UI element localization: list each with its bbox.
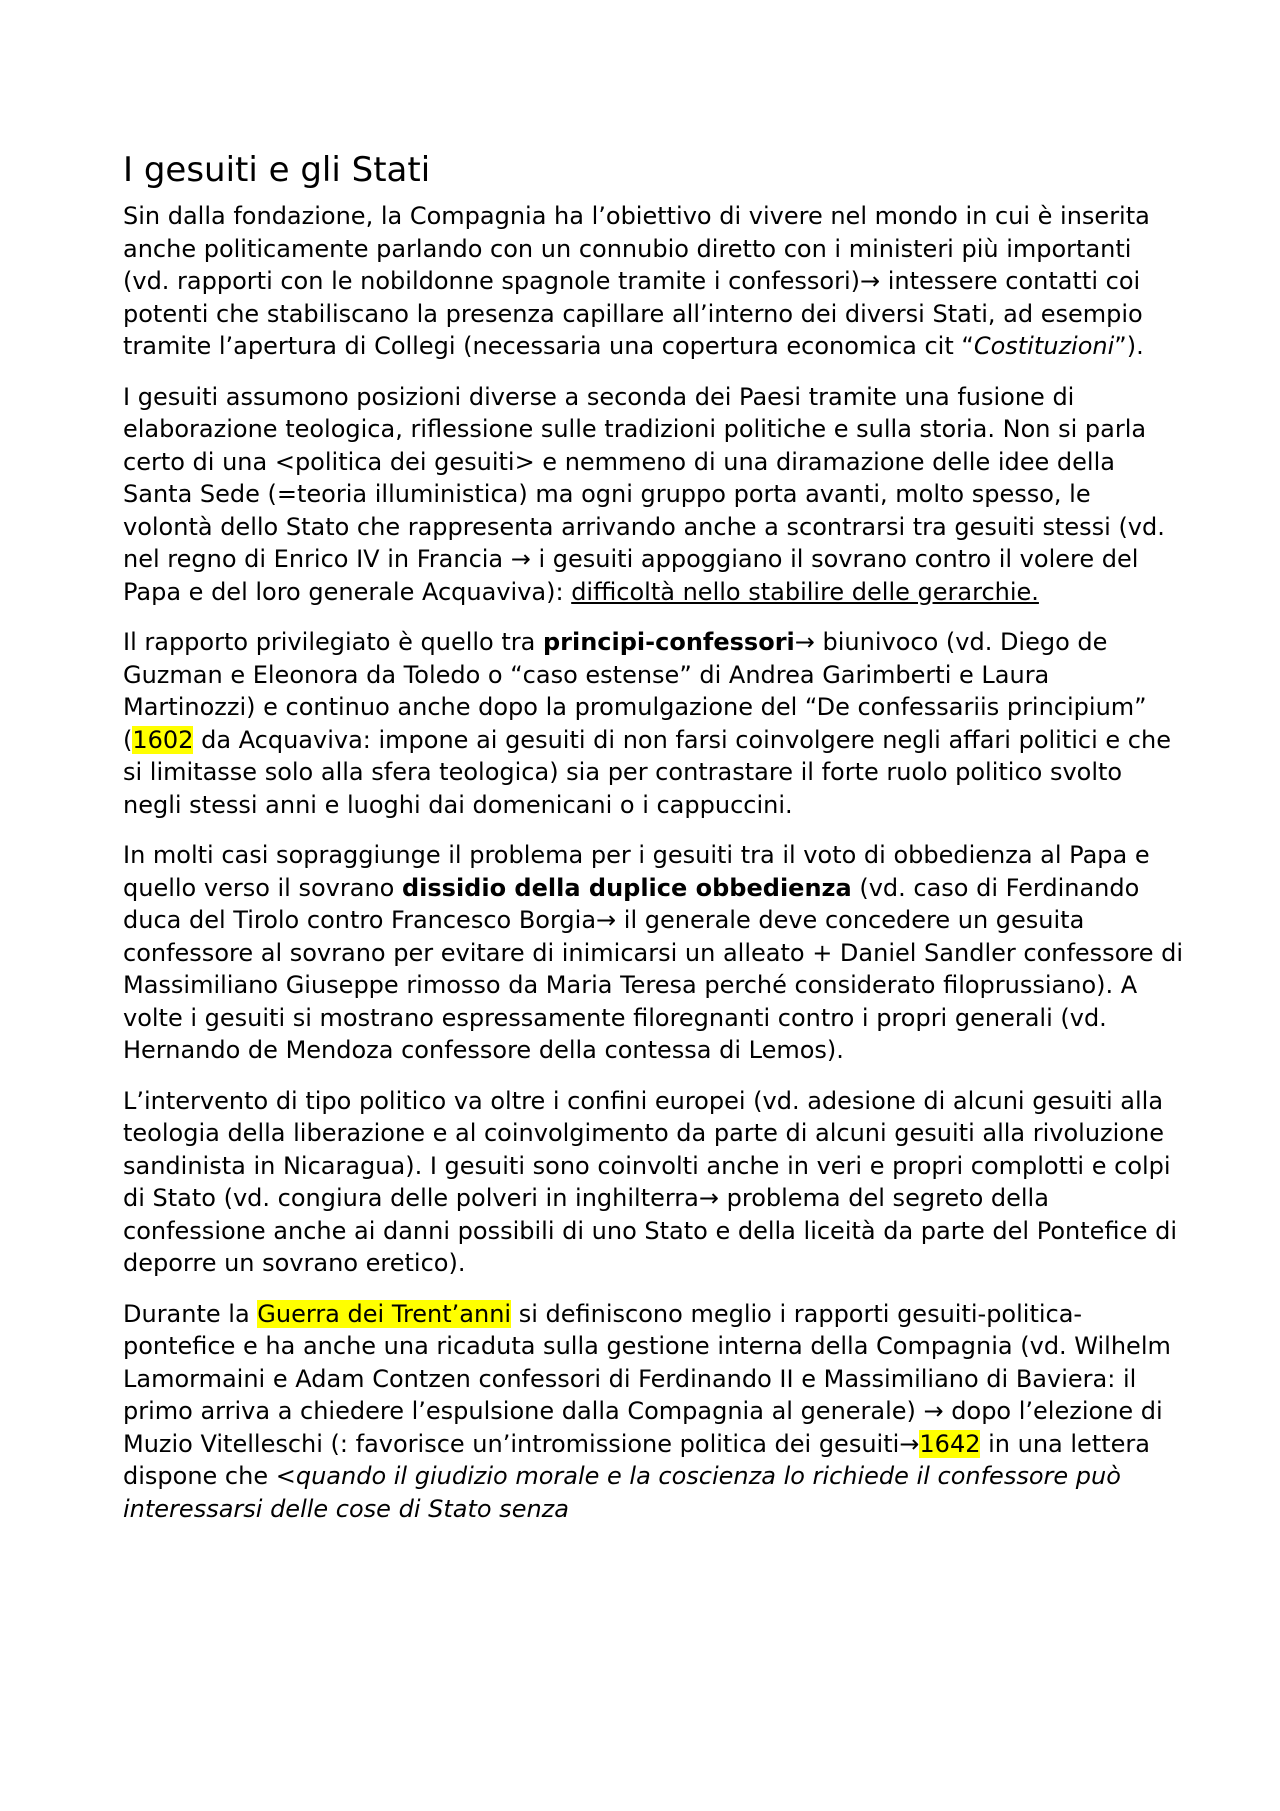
paragraph-text: I gesuiti assumono posizioni diverse a seconda dei Paesi tramite una fusione di elaborazione teologica, riflessione sulle tradizioni politiche e sulla storia. Non si parla certo di una <politica dei gesuiti> e nemmeno di una diramazione delle idee della Santa Sede (=teoria illuministica) ma ogni gruppo porta avanti, molto spesso, le volontà dello Stato che rappresenta arrivando anche a scontrarsi tra gesuiti stessi (vd. nel regno di Enrico IV in Francia → i gesuiti appoggiano il sovrano contro il volere del Papa e del loro generale Acquaviva): (123, 382, 1165, 606)
paragraph-obedience (123, 839, 1183, 1067)
italic-quote: <quando il giudizio morale e la coscienza lo richiede il confessore può interessarsi delle cose di Stato senza (123, 1462, 1121, 1523)
bold-text: principi-confessori (542, 628, 795, 656)
paragraph-thirty-years-war (123, 1298, 1183, 1526)
paragraph-text: Durante la (123, 1299, 258, 1328)
paragraph-text: Sin dalla fondazione, la Compagnia ha l’obiettivo di vivere nel mondo in cui è inserita anche politicamente parlando con un connubio diretto con i ministeri più importanti (vd. rapporti con le nobildonne spagnole tramite i confessori)→ intessere contatti coi potenti che stabiliscano la presenza capillare all’interno dei diversi Stati, ad esempio tramite l’apertura di Collegi (necessaria una copertura economica cit “ (123, 202, 1150, 360)
highlighted-event: Guerra dei Trent’anni (257, 1299, 512, 1328)
paragraph-text: → biunivoco (vd. Diego de Guzman e Eleonora da Toledo o “caso estense” di Andrea Garimberti e Laura Martinozzi) e continuo anche dopo la promulgazione del “De confessariis principium” ( (123, 628, 1147, 754)
document-title: I gesuiti e gli Stati (123, 150, 431, 190)
paragraph-text: ”). (1114, 332, 1144, 360)
paragraph-text: Il rapporto privilegiato è quello tra (123, 628, 543, 656)
paragraph-confessors (123, 626, 1183, 821)
document-page (123, 148, 1183, 1543)
paragraph-positions (123, 381, 1183, 609)
paragraph-text: si definiscono meglio i rapporti gesuiti-politica-pontefice e ha anche una ricaduta sulla gestione interna della Compagnia (vd. Wilhelm Lamormaini e Adam Contzen confessori di Ferdinando II e Massimiliano di Baviera: il primo arriva a chiedere l’espulsione dalla Compagnia al generale) → dopo l’elezione di Muzio Vitelleschi (: favorisce un’intromissione politica dei gesuiti→ (123, 1299, 1171, 1458)
paragraph-text: (vd. caso di Ferdinando duca del Tirolo contro Francesco Borgia→ il generale deve concedere un gesuita confessore al sovrano per evitare di inimicarsi un alleato + Daniel Sandler confessore di Massimiliano Giuseppe rimosso da Maria Teresa perché considerato filoprussiano). A volte i gesuiti si mostrano espressamente filoregnanti contro i propri generali (vd. Hernando de Mendoza confessore della contessa di Lemos). (123, 873, 1184, 1064)
paragraph-text: in una lettera dispone che (123, 1429, 1150, 1490)
paragraph-founding (123, 200, 1183, 363)
paragraph-intervention (123, 1085, 1183, 1280)
paragraph-text: In molti casi sopraggiunge il problema per i gesuiti tra il voto di obbedienza al Papa e quello verso il sovrano (123, 841, 1150, 902)
highlighted-date: 1602 (132, 725, 194, 754)
paragraph-text: da Acquaviva: impone ai gesuiti di non farsi coinvolgere negli affari politici e che si limitasse solo alla sfera teologica) sia per contrastare il forte ruolo politico svolto negli stessi anni e luoghi dai domenicani o i cappuccini. (123, 725, 1171, 819)
italic-text: Costituzioni (973, 332, 1115, 360)
highlighted-date: 1642 (919, 1429, 981, 1458)
bold-text: dissidio della duplice obbedienza (401, 873, 852, 902)
paragraph-text: L’intervento di tipo politico va oltre i confini europei (vd. adesione di alcuni gesuiti alla teologia della liberazione e al coinvolgimento da parte di alcuni gesuiti alla rivoluzione sandinista in Nicaragua). I gesuiti sono coinvolti anche in veri e propri complotti e colpi di Stato (vd. congiura delle polveri in inghilterra→ problema del segreto della confessione anche ai danni possibili di uno Stato e della liceità da parte del Pontefice di deporre un sovrano eretico). (123, 1086, 1178, 1277)
underlined-text: difficoltà nello stabilire delle gerarchie. (571, 577, 1039, 606)
